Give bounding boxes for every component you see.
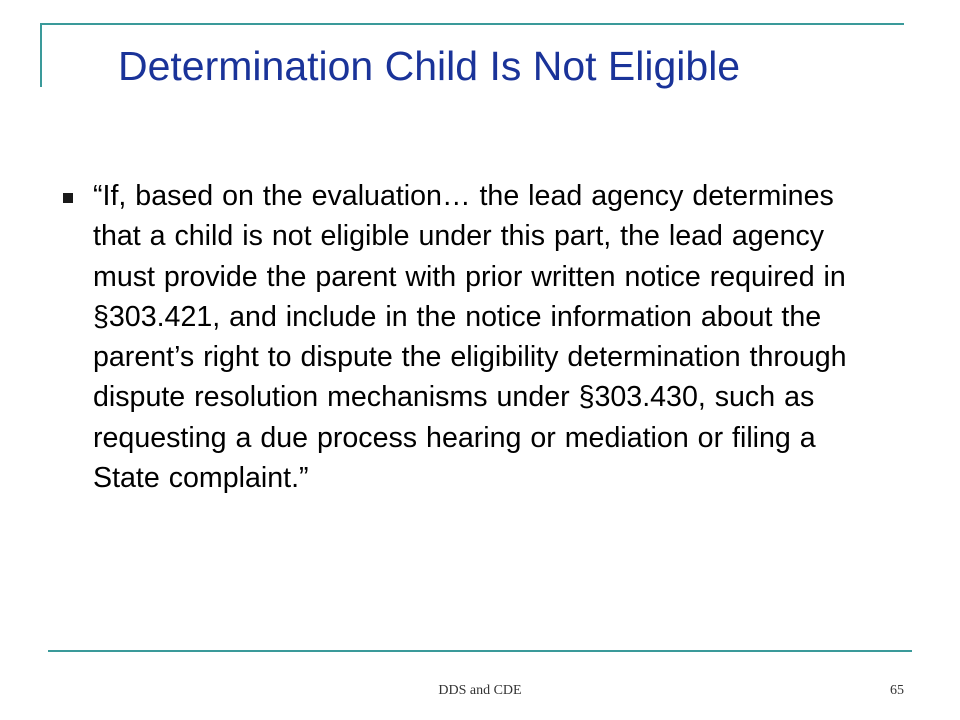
square-bullet-icon: [63, 193, 73, 203]
bullet-list-item: [63, 176, 863, 498]
bottom-divider-line: [48, 650, 912, 652]
left-accent-line: [40, 23, 42, 87]
page-number: 65: [890, 683, 904, 698]
top-divider-line: [40, 23, 904, 25]
footer-text: DDS and CDE: [438, 683, 522, 698]
bullet-text: “If, based on the evaluation… the lead agency determines that a child is not eligible under this part, the lead agency must provide the parent with prior written notice required in §303.421, and include in the notice information about the parent’s right to dispute the eligibility determination through dispute resolution mechanisms under §303.430, such as requesting a due process hearing or mediation or filing a State complaint.”: [93, 180, 847, 495]
slide-title: Determination Child Is Not Eligible: [118, 43, 741, 89]
